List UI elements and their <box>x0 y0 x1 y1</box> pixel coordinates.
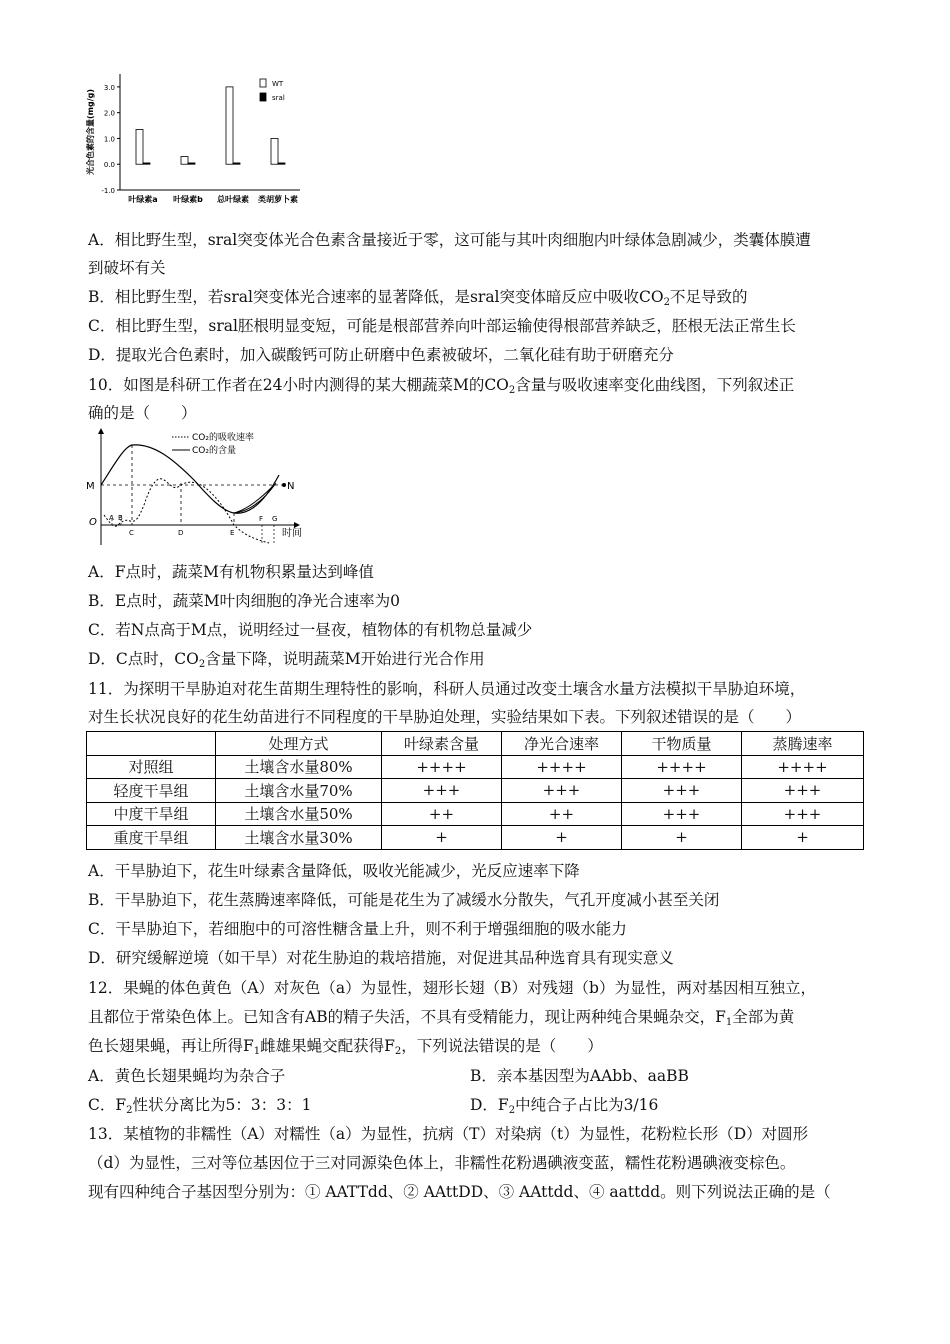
chart2-label-d: D <box>178 529 184 537</box>
q12-stem-cont2: 色长翅果蝇，再让所得$F_1$雌雄果蝇交配获得$F_2$，下列说法错误的是（ ） <box>88 1037 603 1057</box>
legend-swatch-WT <box>260 79 266 87</box>
bar-sral-1 <box>188 163 195 164</box>
chart2-label-f: F <box>259 515 264 523</box>
q9-option-d: D．提取光合色素时，加入碳酸钙可防止研磨中色素被破坏，二氧化硅有助于研磨充分 <box>88 346 674 364</box>
q13-stem-cont1: （d）为显性，三对等位基因位于三对同源染色体上，非糯性花粉遇碘液变蓝，糯性花粉遇碘液变棕色。 <box>88 1154 796 1172</box>
chart1-category-label: 类胡萝卜素 <box>258 195 298 204</box>
table-cell: +++ <box>622 802 742 826</box>
table-row <box>87 802 864 826</box>
table-cell: 蒸腾速率 <box>742 732 864 756</box>
legend-swatch-sral <box>260 93 266 101</box>
bar-WT-2 <box>226 87 233 164</box>
pigment-bar-chart <box>78 62 318 212</box>
q11-option-a: A．干旱胁迫下，花生叶绿素含量降低，吸收光能减少，光反应速率下降 <box>88 862 580 880</box>
table-row <box>87 779 864 803</box>
table-cell: 净光合速率 <box>502 732 622 756</box>
co2-content-curve <box>101 445 279 513</box>
table-cell: 中度干旱组 <box>87 802 216 826</box>
chart1-ytick-label: 3.0 <box>103 83 115 92</box>
bar-sral-0 <box>143 163 150 164</box>
table-row <box>87 755 864 779</box>
table-cell: 对照组 <box>87 755 216 779</box>
table-cell: 干物质量 <box>622 732 742 756</box>
chart2-label-o: O <box>89 517 97 528</box>
q10-option-c: C．若N点高于M点，说明经过一昼夜，植物体的有机物总量减少 <box>88 621 533 639</box>
chart2-legend-content: CO₂的含量 <box>192 446 236 456</box>
table-cell: 叶绿素含量 <box>382 732 502 756</box>
q12-stem: 12．果蝇的体色黄色（A）对灰色（a）为显性，翅形长翅（B）对残翅（b）为显性，两对基因相互独立， <box>88 979 816 997</box>
drought-table <box>86 731 864 850</box>
co2-line-chart <box>84 425 309 555</box>
chart1-ytick-label: 2.0 <box>103 109 115 118</box>
q9-option-a: A．相比野生型，sral突变体光合色素含量接近于零，这可能与其叶肉细胞内叶绿体急剧减少，类囊体膜遭 <box>88 231 811 249</box>
chart2-label-a: A <box>109 514 114 522</box>
q10-option-b: B．E点时，蔬菜M叶肉细胞的净光合速率为0 <box>88 592 400 610</box>
chart2-label-g: G <box>272 515 278 523</box>
chart2-xlabel: 时间 <box>282 528 302 539</box>
chart1-ylabel: 光合色素的含量(mg/g) <box>86 88 95 176</box>
chart1-legend <box>260 79 285 102</box>
q13-stem-cont2: 现有四种纯合子基因型分别为：① AATTdd、② AAttDD、③ AAttdd、④ aattdd。则下列说法正确的是（ <box>88 1183 831 1201</box>
q11-option-b: B．干旱胁迫下，花生蒸腾速率降低，可能是花生为了减缓水分散失，气孔开度减小甚至关闭 <box>88 891 720 909</box>
bar-sral-3 <box>278 163 285 164</box>
table-cell: + <box>382 826 502 850</box>
chart2-label-c: C <box>129 529 134 537</box>
table-cell: 重度干旱组 <box>87 826 216 850</box>
q10-stem-cont: 确的是（ ） <box>88 404 197 422</box>
q11-stem-cont: 对生长状况良好的花生幼苗进行不同程度的干旱胁迫处理，实验结果如下表。下列叙述错误的是（ ） <box>88 708 802 726</box>
legend-label-sral: sral <box>272 94 285 102</box>
q12-option-c: C．$F_2$性状分离比为5：3：3：1 <box>88 1096 312 1116</box>
chart1-ytick-label: 0.0 <box>103 161 115 170</box>
chart2-label-e: E <box>230 529 235 537</box>
chart2-label-b: B <box>118 514 123 522</box>
table-cell: + <box>622 826 742 850</box>
q11-option-c: C．干旱胁迫下，若细胞中的可溶性糖含量上升，则不利于增强细胞的吸水能力 <box>88 920 627 938</box>
table-cell: 土壤含水量50% <box>216 802 382 826</box>
chart1-category-label: 叶绿素a <box>128 195 158 204</box>
q12-option-b: B．亲本基因型为AAbb、aaBB <box>470 1067 689 1085</box>
q10-stem: 10．如图是科研工作者在24小时内测得的某大棚蔬菜M的$CO_2$含量与吸收速率变化曲线图，下列叙述正 <box>88 376 795 396</box>
q9-option-c: C．相比野生型，sral胚根明显变短，可能是根部营养向叶部运输使得根部营养缺乏，胚根无法正常生长 <box>88 317 796 335</box>
table-cell: +++ <box>502 779 622 803</box>
q10-option-d: D．C点时，$CO_2$含量下降，说明蔬菜M开始进行光合作用 <box>88 650 485 670</box>
table-cell: 处理方式 <box>216 732 382 756</box>
table-cell: ++++ <box>622 755 742 779</box>
table-cell: ++++ <box>502 755 622 779</box>
table-cell: 土壤含水量70% <box>216 779 382 803</box>
chart2-label-n: N <box>287 481 295 492</box>
chart1-ytick-label: 1.0 <box>103 135 115 144</box>
table-cell: ++++ <box>742 755 864 779</box>
q9-option-b: B．相比野生型，若sral突变体光合速率的显著降低，是sral突变体暗反应中吸收$CO_2$不足导致的 <box>88 288 748 308</box>
q12-option-d: D．$F_2$中纯合子占比为3/16 <box>470 1096 659 1116</box>
chart1-axes <box>101 74 300 204</box>
bar-WT-3 <box>271 138 278 164</box>
chart1-category-label: 总叶绿素 <box>217 195 249 204</box>
table-row <box>87 826 864 850</box>
chart2-legend-absorption: CO₂的吸收速率 <box>192 433 254 443</box>
table-cell: + <box>502 826 622 850</box>
table-cell <box>87 732 216 756</box>
q10-option-a: A．F点时，蔬菜M有机物积累量达到峰值 <box>88 563 374 581</box>
q11-option-d: D．研究缓解逆境（如干旱）对花生胁迫的栽培措施，对促进其品种选育具有现实意义 <box>88 949 674 967</box>
table-cell: +++ <box>742 779 864 803</box>
chart1-category-label: 叶绿素b <box>173 195 203 204</box>
table-cell: ++++ <box>382 755 502 779</box>
table-cell: 土壤含水量30% <box>216 826 382 850</box>
table-cell: +++ <box>622 779 742 803</box>
table-header-row <box>87 732 864 756</box>
q12-option-a: A．黄色长翅果蝇均为杂合子 <box>88 1067 286 1085</box>
chart1-ytick-label: -1.0 <box>101 187 115 195</box>
legend-label-WT: WT <box>272 80 284 88</box>
bar-WT-0 <box>136 129 143 164</box>
table-cell: 轻度干旱组 <box>87 779 216 803</box>
q13-stem: 13．某植物的非糯性（A）对糯性（a）为显性，抗病（T）对染病（t）为显性，花粉粒长形（D）对圆形 <box>88 1125 809 1143</box>
table-cell: ++ <box>382 802 502 826</box>
chart2-label-m: M <box>86 481 95 492</box>
q11-stem: 11．为探明干旱胁迫对花生苗期生理特性的影响，科研人员通过改变土壤含水量方法模拟干旱胁迫环境， <box>88 680 806 698</box>
q9-option-a-cont: 到破坏有关 <box>88 259 166 277</box>
table-cell: ++ <box>502 802 622 826</box>
bar-WT-1 <box>181 156 188 164</box>
table-cell: +++ <box>382 779 502 803</box>
q12-stem-cont1: 且都位于常染色体上。已知含有AB的精子失活，不具有受精能力，现让两种纯合果蝇杂交，$F_1$全部为黄 <box>88 1008 795 1028</box>
bar-sral-2 <box>233 163 240 164</box>
table-cell: +++ <box>742 802 864 826</box>
table-cell: + <box>742 826 864 850</box>
table-cell: 土壤含水量80% <box>216 755 382 779</box>
